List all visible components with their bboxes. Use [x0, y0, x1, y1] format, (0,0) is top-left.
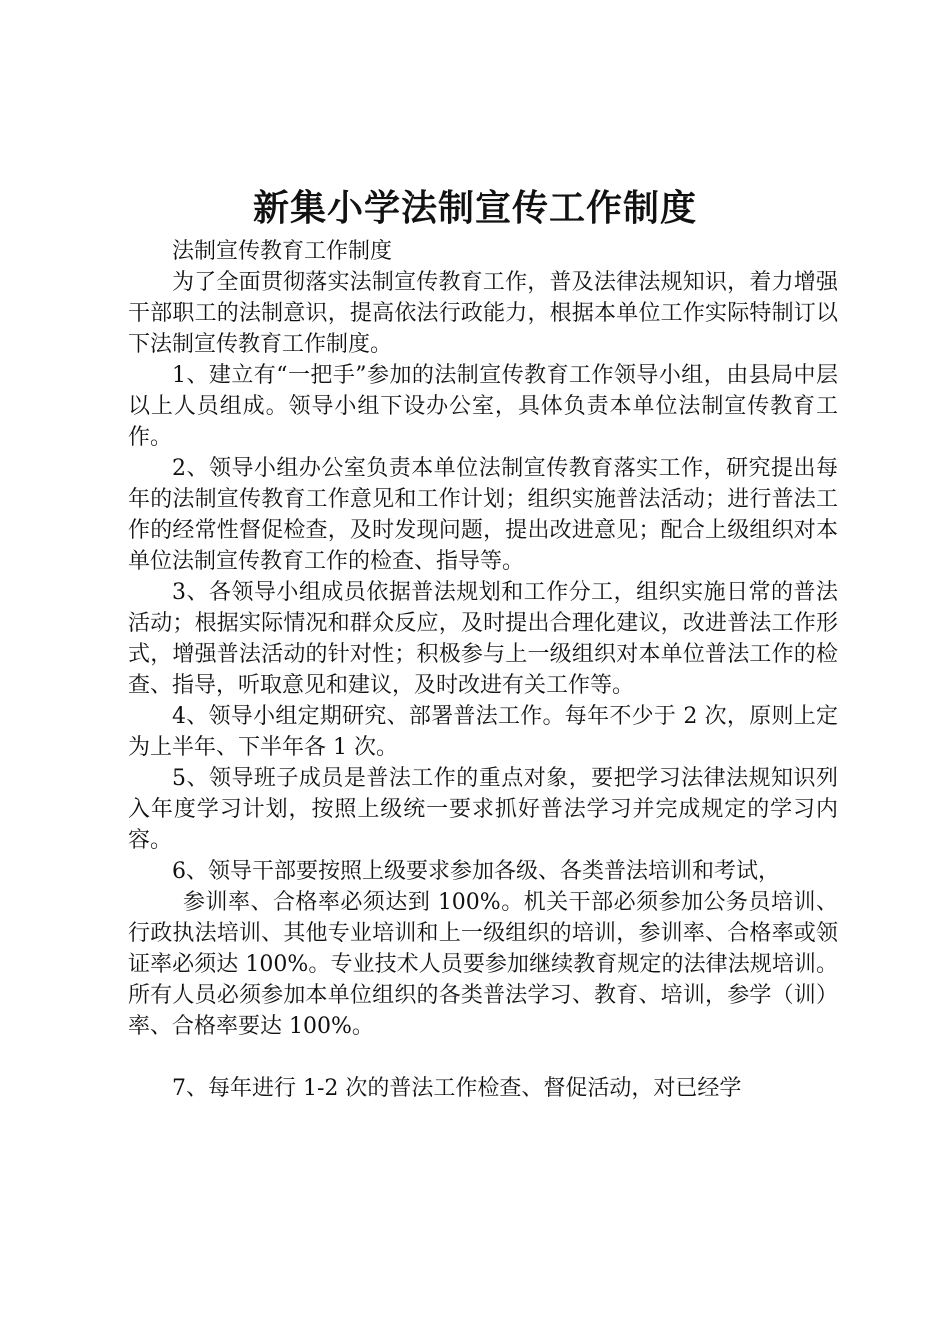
- document-title: 新集小学法制宣传工作制度: [252, 187, 697, 229]
- rule-item-6: 6、领导干部要按照上级要求参加各级、各类普法培训和考试，: [172, 859, 780, 884]
- rule-item-3: 3、各领导小组成员依据普法规划和工作分工，组织实施日常的普法活动；根据实际情况和群众反应，及时提出合理化建议，改进普法工作形式，增强普法活动的针对性；积极参与上一级组织对本单位普法工作的检查、指导，听取意见和建议，及时改进有关工作等。: [128, 580, 838, 698]
- intro-paragraph: 为了全面贯彻落实法制宣传教育工作，普及法律法规知识，着力增强干部职工的法制意识，提高依法行政能力，根据本单位工作实际特制订以下法制宣传教育工作制度。: [128, 270, 838, 357]
- rule-item-6-continued: 参训率、合格率必须达到 100%。机关干部必须参加公务员培训、行政执法培训、其他专业培训和上一级组织的培训，参训率、合格率或领证率必须达 100%。专业技术人员要参加继续教育规定的法律法规培训。所有人员必须参加本单位组织的各类普法学习、教育、培训，参学（训）率、合格率要达 100%。: [128, 890, 838, 1039]
- document-body: [128, 236, 838, 1104]
- rule-item-4: 4、领导小组定期研究、部署普法工作。每年不少于 2 次，原则上定为上半年、下半年各 1 次。: [128, 704, 838, 760]
- rule-item-1: 1、建立有“一把手”参加的法制宣传教育工作领导小组，由县局中层以上人员组成。领导小组下设办公室，具体负责本单位法制宣传教育工作。: [128, 363, 838, 450]
- rule-item-5: 5、领导班子成员是普法工作的重点对象，要把学习法律法规知识列入年度学习计划，按照上级统一要求抓好普法学习并完成规定的学习内容。: [128, 766, 838, 853]
- section-heading: 法制宣传教育工作制度: [172, 239, 393, 264]
- rule-item-2: 2、领导小组办公室负责本单位法制宣传教育落实工作，研究提出每年的法制宣传教育工作意见和工作计划；组织实施普法活动；进行普法工作的经常性督促检查，及时发现问题，提出改进意见；配合上级组织对本单位法制宣传教育工作的检查、指导等。: [128, 456, 838, 574]
- rule-item-7: 7、每年进行 1-2 次的普法工作检查、督促活动，对已经学: [172, 1076, 742, 1101]
